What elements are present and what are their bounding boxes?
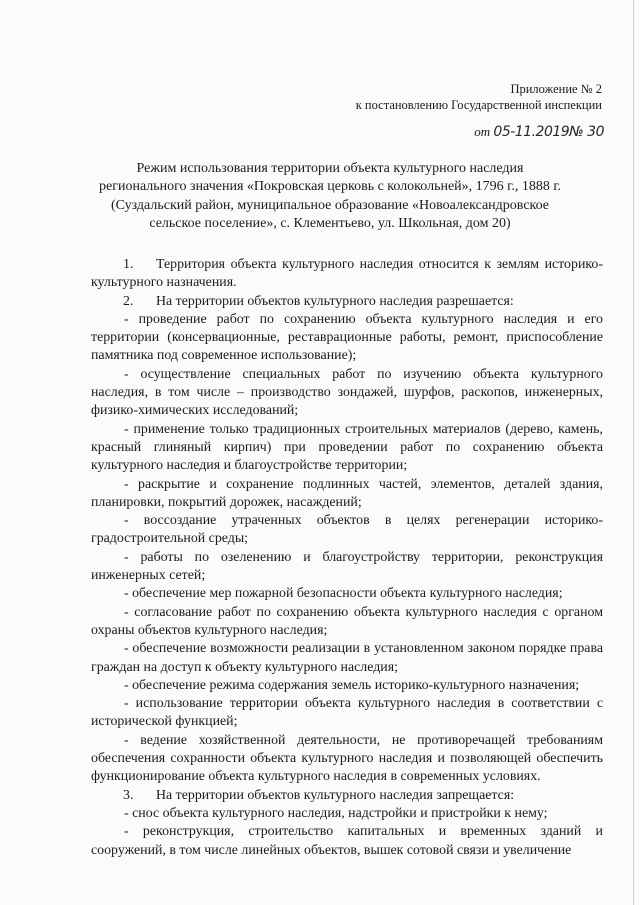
document-body (91, 256, 603, 860)
allowed-item-1: - проведение работ по сохранению объекта культурного наследия и его территории (консервационные, реставрационные работы, ремонт, приспособление памятника под современное использование); (91, 311, 603, 364)
allowed-item-9: - обеспечение возможности реализации в установленном законом порядке права граждан на доступ к объекту культурного наследия; (91, 641, 603, 675)
allowed-item-3: - применение только традиционных строительных материалов (дерево, камень, красный глиняный кирпич) при проведении работ по сохранению объекта культурного наследия и благоустройстве территории; (91, 421, 603, 474)
title-line-3: (Суздальский район, муниципальное образование «Новоалександровское (110, 197, 550, 213)
paragraph-3-text: На территории объектов культурного наследия запрещается: (156, 787, 515, 803)
allowed-item-5: - воссоздание утраченных объектов в целях регенерации историко-градостроительной среды; (91, 513, 603, 547)
annex-number: Приложение № 2 (510, 82, 602, 96)
paragraph-1 (91, 256, 603, 293)
allowed-item-4: - раскрытие и сохранение подлинных частей, элементов, деталей здания, планировки, покрытий дорожек, насаждений; (91, 476, 603, 510)
paragraph-3-number: 3. (123, 787, 134, 803)
allowed-item-2: - осуществление специальных работ по изучению объекта культурного наследия, в том числе – производство зондажей, шурфов, раскопов, инженерных, физико-химических исследований; (91, 366, 603, 419)
title-line-2: регионального значения «Покровская церковь с колокольней», 1796 г., 1888 г. (99, 179, 561, 195)
paragraph-2-text: На территории объектов культурного наследия разрешается: (156, 293, 514, 309)
paragraph-2 (91, 293, 603, 311)
date-prefix: от (474, 124, 491, 139)
annex-header (356, 81, 602, 113)
allowed-item-8: - согласование работ по сохранению объекта культурного наследия с органом охраны объектов культурного наследия; (91, 604, 603, 638)
annex-reference: к постановлению Государственной инспекции (355, 98, 602, 112)
forbidden-item-2: - реконструкция, строительство капитальных и временных зданий и сооружений, в том числе линейных объектов, вышек сотовой связи и увеличение (91, 824, 603, 858)
allowed-item-7: - обеспечение мер пожарной безопасности объекта культурного наследия; (124, 586, 563, 602)
decree-date-number (474, 124, 604, 140)
paragraph-1-text: Территория объекта культурного наследия относится к землям историко-культурного назначения. (91, 257, 603, 291)
allowed-item-12: - ведение хозяйственной деятельности, не противоречащей требованиям обеспечения сохранности объекта культурного наследия и позволяющей обеспечить функционирование объекта культурного наследия в современных условиях. (91, 732, 603, 785)
allowed-item-6: - работы по озеленению и благоустройству территории, реконструкция инженерных сетей; (91, 549, 603, 584)
scan-edge-line (633, 0, 634, 905)
title-line-4: сельское поселение», с. Клементьево, ул. Школьная, дом 20) (149, 215, 511, 231)
document-title (60, 160, 600, 233)
allowed-item-11: - использование территории объекта культурного наследия в соответствии с исторической функцией; (91, 696, 603, 730)
paragraph-3 (91, 787, 603, 805)
handwritten-date-number: 05-11.2019№ 30 (493, 124, 604, 140)
paragraph-2-number: 2. (123, 293, 134, 309)
forbidden-item-1: - снос объекта культурного наследия, надстройки и пристройки к нему; (124, 805, 548, 821)
allowed-item-10: - обеспечение режима содержания земель историко-культурного назначения; (124, 677, 580, 693)
title-line-1: Режим использования территории объекта культурного наследия (136, 161, 524, 176)
paragraph-1-number: 1. (123, 257, 134, 272)
